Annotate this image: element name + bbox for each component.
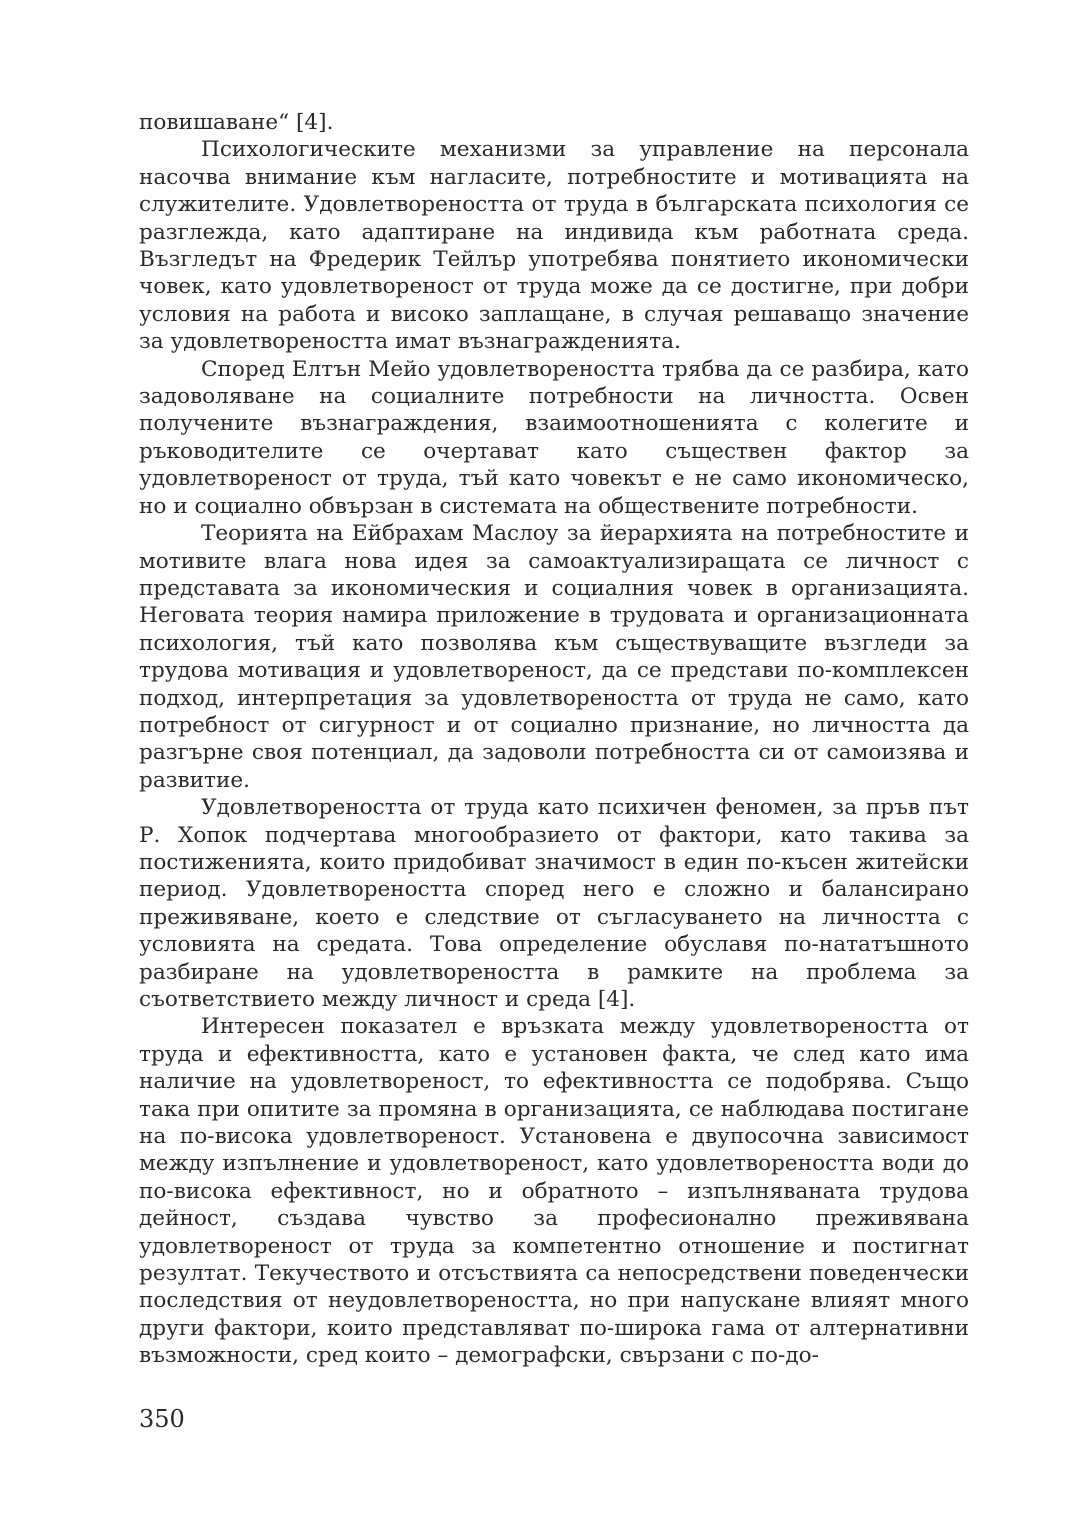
paragraph-continuation: повишаване“ [4]. bbox=[139, 110, 334, 135]
paragraph: Според Елтън Мейо удовлетвореността трябва да се разбира, като задоволяване на социалните потребности на личността. Освен получените възнаграждения, взаимоотношенията с колегите и ръководителите се очертават като съществен фактор за удовлетвореност от труда, тъй като човекът е не само икономическо, но и социално обвързан в системата на обществените потребности. bbox=[139, 356, 969, 519]
paragraph: Психологическите механизми за управление на персонала насочва внимание към нагласите, потребностите и мотивацията на служителите. Удовлетвореността от труда в българската психология се разглежда, като адаптиране на индивида към работната среда. Възгледът на Фредерик Тейлър употребява понятието икономически човек, като удовлетвореност от труда може да се достигне, при добри условия на работа и високо заплащане, в случая решаващо значение за удовлетвореността имат възнагражденията. bbox=[139, 137, 969, 355]
paragraph: Удовлетвореността от труда като психичен феномен, за пръв път Р. Хопок подчертава многообразието от фактори, като такива за постиженията, които придобиват значимост в един по-късен житейски период. Удовлетвореността според него е сложно и балансирано преживяване, което е следствие от съгласуването на личността с условията на средата. Това определение обуславя по-нататъшното разбиране на удовлетвореността в рамките на проблема за съответствието между личност и среда [4]. bbox=[139, 795, 969, 1012]
page-number: 350 bbox=[139, 1405, 185, 1433]
paragraph: Теорията на Ейбрахам Маслоу за йерархията на потребностите и мотивите влага нова идея за самоактуализиращата се личност с представата за икономическия и социалния човек в организацията. Неговата теория намира приложение в трудовата и организационната психология, тъй като позволява към съществуващите възгледи за трудова мотивация и удовлетвореност, да се представи по-комплексен подход, интерпретация за удовлетвореността от труда не само, като потребност от сигурност и от социално признание, но личността да разгърне своя потенциал, да задоволи потребността си от самоизява и развитие. bbox=[139, 521, 969, 793]
page-body bbox=[139, 109, 969, 1370]
paragraph: Интересен показател е връзката между удовлетвореността от труда и ефективността, като е установен факта, че след като има наличие на удовлетвореност, то ефективността се подобрява. Също така при опитите за промяна в организацията, се наблюдава постигане на по-висока удовлетвореност. Установена е двупосочна зависимост между изпълнение и удовлетвореност, като удовлетвореността води до по-висока ефективност, но и обратното – изпълняваната трудова дейност, създава чувство за професионално преживявана удовлетвореност от труда за компетентно отношение и постигнат резултат. Текучеството и отсъствията са непосредствени поведенчески последствия от неудовлетвореността, но при напускане влияят много други фактори, които представляват по-широка гама от алтернативни възможности, сред които – демографски, свързани с по-до- bbox=[139, 1014, 969, 1369]
